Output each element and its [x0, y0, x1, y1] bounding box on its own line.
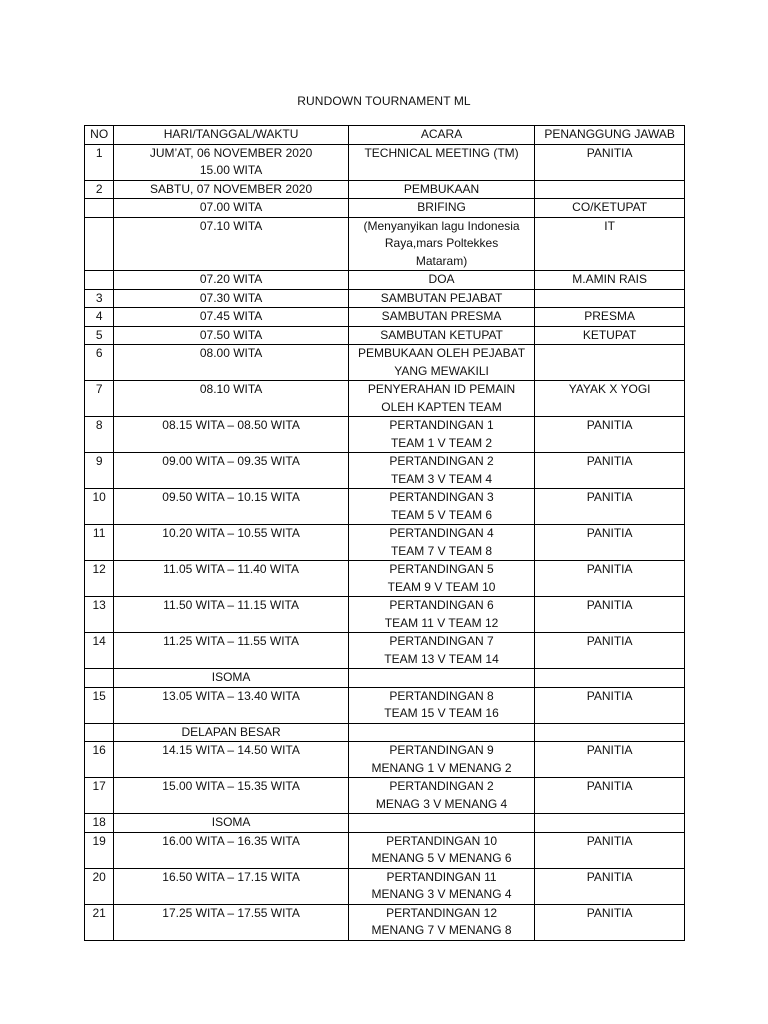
table-header-row [85, 126, 685, 145]
time-line: 11.05 WITA – 11.40 WITA [163, 562, 299, 576]
cell-no: 16 [85, 742, 114, 778]
cell-acara [348, 904, 534, 940]
time-line: 07.30 WITA [199, 290, 263, 305]
time-line: 07.20 WITA [199, 272, 263, 286]
cell-time [114, 144, 349, 180]
acara-line: PERTANDINGAN 10 [386, 833, 497, 848]
time-line: 14.15 WITA – 14.50 WITA [162, 743, 300, 757]
table-row [85, 778, 685, 814]
cell-acara [348, 489, 534, 525]
cell-penanggung-jawab: KETUPAT [535, 326, 685, 345]
cell-penanggung-jawab: PANITIA [535, 832, 685, 868]
table-row [85, 271, 685, 290]
time-line: 07.10 WITA [199, 218, 263, 233]
cell-acara [348, 778, 534, 814]
acara-line: PERTANDINGAN 3 [389, 490, 494, 504]
cell-penanggung-jawab: PANITIA [535, 144, 685, 180]
cell-penanggung-jawab: PANITIA [535, 417, 685, 453]
cell-penanggung-jawab [535, 345, 685, 381]
cell-penanggung-jawab: PANITIA [535, 868, 685, 904]
cell-penanggung-jawab [535, 289, 685, 308]
cell-no: 15 [85, 687, 114, 723]
time-line: 16.50 WITA – 17.15 WITA [162, 869, 300, 884]
cell-penanggung-jawab: PANITIA [535, 633, 685, 669]
table-row [85, 832, 685, 868]
cell-acara [348, 453, 534, 489]
time-line: 08.15 WITA – 08.50 WITA [162, 418, 300, 432]
cell-acara [348, 326, 534, 345]
cell-no: 6 [85, 345, 114, 381]
cell-acara [348, 199, 534, 218]
cell-no: 5 [85, 326, 114, 345]
acara-line: BRIFING [417, 200, 466, 214]
cell-penanggung-jawab: IT [535, 217, 685, 271]
table-row [85, 742, 685, 778]
table-row [85, 180, 685, 199]
cell-acara [348, 723, 534, 742]
time-line: 07.50 WITA [199, 327, 263, 342]
acara-line: SAMBUTAN PEJABAT [380, 290, 503, 305]
acara-line: OLEH KAPTEN TEAM [381, 399, 502, 414]
cell-no [85, 271, 114, 290]
acara-line: PEMBUKAAN OLEH PEJABAT [357, 346, 526, 360]
cell-no: 13 [85, 597, 114, 633]
cell-acara [348, 669, 534, 688]
cell-no: 21 [85, 904, 114, 940]
cell-time [114, 633, 349, 669]
acara-line: Mataram) [415, 253, 468, 268]
time-line: 15.00 WITA – 15.35 WITA [162, 779, 300, 793]
cell-time [114, 489, 349, 525]
table-row [85, 904, 685, 940]
column-header-acara: ACARA [348, 126, 534, 145]
time-line: DELAPAN BESAR [181, 724, 281, 739]
cell-time [114, 381, 349, 417]
cell-no [85, 723, 114, 742]
table-row [85, 199, 685, 218]
time-line: 10.20 WITA – 10.55 WITA [162, 526, 300, 540]
cell-no: 9 [85, 453, 114, 489]
cell-time [114, 180, 349, 199]
table-row [85, 289, 685, 308]
cell-acara [348, 597, 534, 633]
cell-acara [348, 289, 534, 308]
cell-no: 10 [85, 489, 114, 525]
cell-time [114, 832, 349, 868]
cell-penanggung-jawab: PANITIA [535, 489, 685, 525]
cell-no: 3 [85, 289, 114, 308]
cell-no: 17 [85, 778, 114, 814]
cell-time [114, 525, 349, 561]
rundown-table [84, 125, 685, 941]
time-line: 09.50 WITA – 10.15 WITA [162, 490, 300, 504]
column-header-time: HARI/TANGGAL/WAKTU [114, 126, 349, 145]
acara-line: PERTANDINGAN 7 [389, 634, 494, 648]
acara-line: TEAM 7 V TEAM 8 [390, 543, 493, 558]
cell-no [85, 199, 114, 218]
cell-time [114, 778, 349, 814]
acara-line: TEAM 9 V TEAM 10 [387, 579, 496, 594]
table-row [85, 345, 685, 381]
cell-penanggung-jawab [535, 669, 685, 688]
acara-line: MENANG 7 V MENANG 8 [371, 923, 512, 937]
time-line: SABTU, 07 NOVEMBER 2020 [150, 181, 313, 196]
table-row [85, 525, 685, 561]
acara-line: PEMBUKAAN [403, 181, 480, 196]
acara-line: PERTANDINGAN 2 [389, 779, 494, 793]
cell-time [114, 308, 349, 327]
cell-time [114, 687, 349, 723]
cell-penanggung-jawab: YAYAK X YOGI [535, 381, 685, 417]
cell-no: 11 [85, 525, 114, 561]
column-header-no: NO [85, 126, 114, 145]
acara-line: TEAM 15 V TEAM 16 [384, 706, 499, 720]
cell-acara [348, 345, 534, 381]
acara-line: YANG MEWAKILI [394, 363, 489, 378]
cell-no: 2 [85, 180, 114, 199]
table-row [85, 561, 685, 597]
cell-penanggung-jawab: M.AMIN RAIS [535, 271, 685, 290]
acara-line: PERTANDINGAN 8 [389, 688, 494, 703]
acara-line: PERTANDINGAN 4 [389, 526, 494, 540]
cell-time [114, 814, 349, 833]
table-row [85, 308, 685, 327]
acara-line: TEAM 3 V TEAM 4 [390, 471, 493, 486]
table-row [85, 217, 685, 271]
cell-penanggung-jawab: PANITIA [535, 597, 685, 633]
acara-line: PERTANDINGAN 5 [389, 562, 494, 576]
document-title: RUNDOWN TOURNAMENT ML [297, 94, 471, 108]
acara-line: TEAM 1 V TEAM 2 [390, 435, 493, 450]
cell-no: 14 [85, 633, 114, 669]
cell-penanggung-jawab [535, 180, 685, 199]
time-line: 17.25 WITA – 17.55 WITA [162, 905, 300, 920]
cell-acara [348, 417, 534, 453]
cell-time [114, 904, 349, 940]
time-line: 07.00 WITA [199, 200, 263, 214]
time-line: 08.10 WITA [199, 382, 263, 396]
table-row [85, 144, 685, 180]
cell-penanggung-jawab: PANITIA [535, 525, 685, 561]
cell-penanggung-jawab: PANITIA [535, 742, 685, 778]
time-line: ISOMA [211, 815, 251, 829]
cell-acara [348, 308, 534, 327]
cell-no: 8 [85, 417, 114, 453]
cell-acara [348, 144, 534, 180]
cell-acara [348, 868, 534, 904]
cell-acara [348, 525, 534, 561]
time-line: 09.00 WITA – 09.35 WITA [162, 454, 300, 468]
table-row [85, 453, 685, 489]
cell-time [114, 417, 349, 453]
cell-time [114, 289, 349, 308]
table-row [85, 489, 685, 525]
cell-no: 1 [85, 144, 114, 180]
acara-line: MENANG 1 V MENANG 2 [371, 760, 512, 775]
cell-no: 20 [85, 868, 114, 904]
acara-line: SAMBUTAN KETUPAT [380, 327, 503, 342]
cell-time [114, 326, 349, 345]
acara-line [352, 814, 531, 832]
table-row [85, 868, 685, 904]
acara-line: PERTANDINGAN 9 [389, 743, 494, 757]
time-line: 11.25 WITA – 11.55 WITA [163, 634, 299, 648]
cell-time [114, 597, 349, 633]
cell-acara [348, 633, 534, 669]
cell-penanggung-jawab: PRESMA [535, 308, 685, 327]
acara-line: MENANG 5 V MENANG 6 [371, 851, 512, 865]
cell-no: 19 [85, 832, 114, 868]
cell-penanggung-jawab: CO/KETUPAT [535, 199, 685, 218]
table-body [85, 144, 685, 940]
table-row [85, 417, 685, 453]
acara-line [352, 724, 531, 742]
cell-time [114, 868, 349, 904]
cell-acara [348, 561, 534, 597]
acara-line: PERTANDINGAN 1 [389, 418, 494, 432]
acara-line: PENYERAHAN ID PEMAIN [367, 382, 516, 396]
cell-time [114, 271, 349, 290]
table-row [85, 597, 685, 633]
acara-line: PERTANDINGAN 2 [389, 454, 494, 468]
table-row [85, 814, 685, 833]
cell-time [114, 742, 349, 778]
acara-line: MENANG 3 V MENANG 4 [371, 887, 512, 901]
cell-no: 12 [85, 561, 114, 597]
cell-penanggung-jawab: PANITIA [535, 561, 685, 597]
cell-time [114, 345, 349, 381]
table-row [85, 669, 685, 688]
cell-acara [348, 687, 534, 723]
acara-line: PERTANDINGAN 6 [389, 598, 494, 612]
cell-time [114, 199, 349, 218]
table-row [85, 723, 685, 742]
table-row [85, 381, 685, 417]
table-row [85, 687, 685, 723]
cell-no [85, 217, 114, 271]
cell-penanggung-jawab [535, 814, 685, 833]
cell-time [114, 453, 349, 489]
time-line: 07.45 WITA [199, 309, 263, 323]
acara-line: TEAM 5 V TEAM 6 [390, 507, 493, 522]
cell-acara [348, 381, 534, 417]
time-line: 11.50 WITA – 11.15 WITA [163, 598, 299, 612]
cell-acara [348, 832, 534, 868]
acara-line: PERTANDINGAN 12 [386, 905, 497, 920]
acara-line: DOA [428, 272, 455, 286]
cell-penanggung-jawab: PANITIA [535, 453, 685, 489]
time-line: 16.00 WITA – 16.35 WITA [162, 833, 300, 848]
time-line: 15.00 WITA [199, 163, 263, 177]
table-row [85, 326, 685, 345]
cell-time [114, 669, 349, 688]
cell-time [114, 217, 349, 271]
time-line: ISOMA [211, 670, 251, 684]
cell-acara [348, 271, 534, 290]
cell-acara [348, 180, 534, 199]
acara-line: SAMBUTAN PRESMA [381, 309, 502, 323]
cell-no: 7 [85, 381, 114, 417]
column-header-pj: PENANGGUNG JAWAB [535, 126, 685, 145]
time-line: 08.00 WITA [199, 346, 263, 360]
cell-no: 18 [85, 814, 114, 833]
acara-line: Raya,mars Poltekkes [384, 236, 499, 250]
time-line: 13.05 WITA – 13.40 WITA [162, 688, 300, 703]
acara-line: PERTANDINGAN 11 [386, 869, 497, 884]
cell-time [114, 723, 349, 742]
cell-acara [348, 217, 534, 271]
cell-no [85, 669, 114, 688]
cell-penanggung-jawab: PANITIA [535, 687, 685, 723]
cell-acara [348, 814, 534, 833]
acara-line: TECHNICAL MEETING (TM) [364, 145, 519, 160]
time-line: JUM’AT, 06 NOVEMBER 2020 [149, 145, 313, 160]
cell-penanggung-jawab [535, 723, 685, 742]
cell-penanggung-jawab: PANITIA [535, 778, 685, 814]
acara-line: MENAG 3 V MENANG 4 [375, 796, 508, 811]
cell-no: 4 [85, 308, 114, 327]
cell-acara [348, 742, 534, 778]
table-row [85, 633, 685, 669]
acara-line [352, 669, 531, 687]
acara-line: TEAM 13 V TEAM 14 [384, 651, 499, 666]
acara-line: TEAM 11 V TEAM 12 [384, 615, 499, 630]
cell-penanggung-jawab: PANITIA [535, 904, 685, 940]
acara-line: (Menyanyikan lagu Indonesia [363, 218, 520, 233]
cell-time [114, 561, 349, 597]
